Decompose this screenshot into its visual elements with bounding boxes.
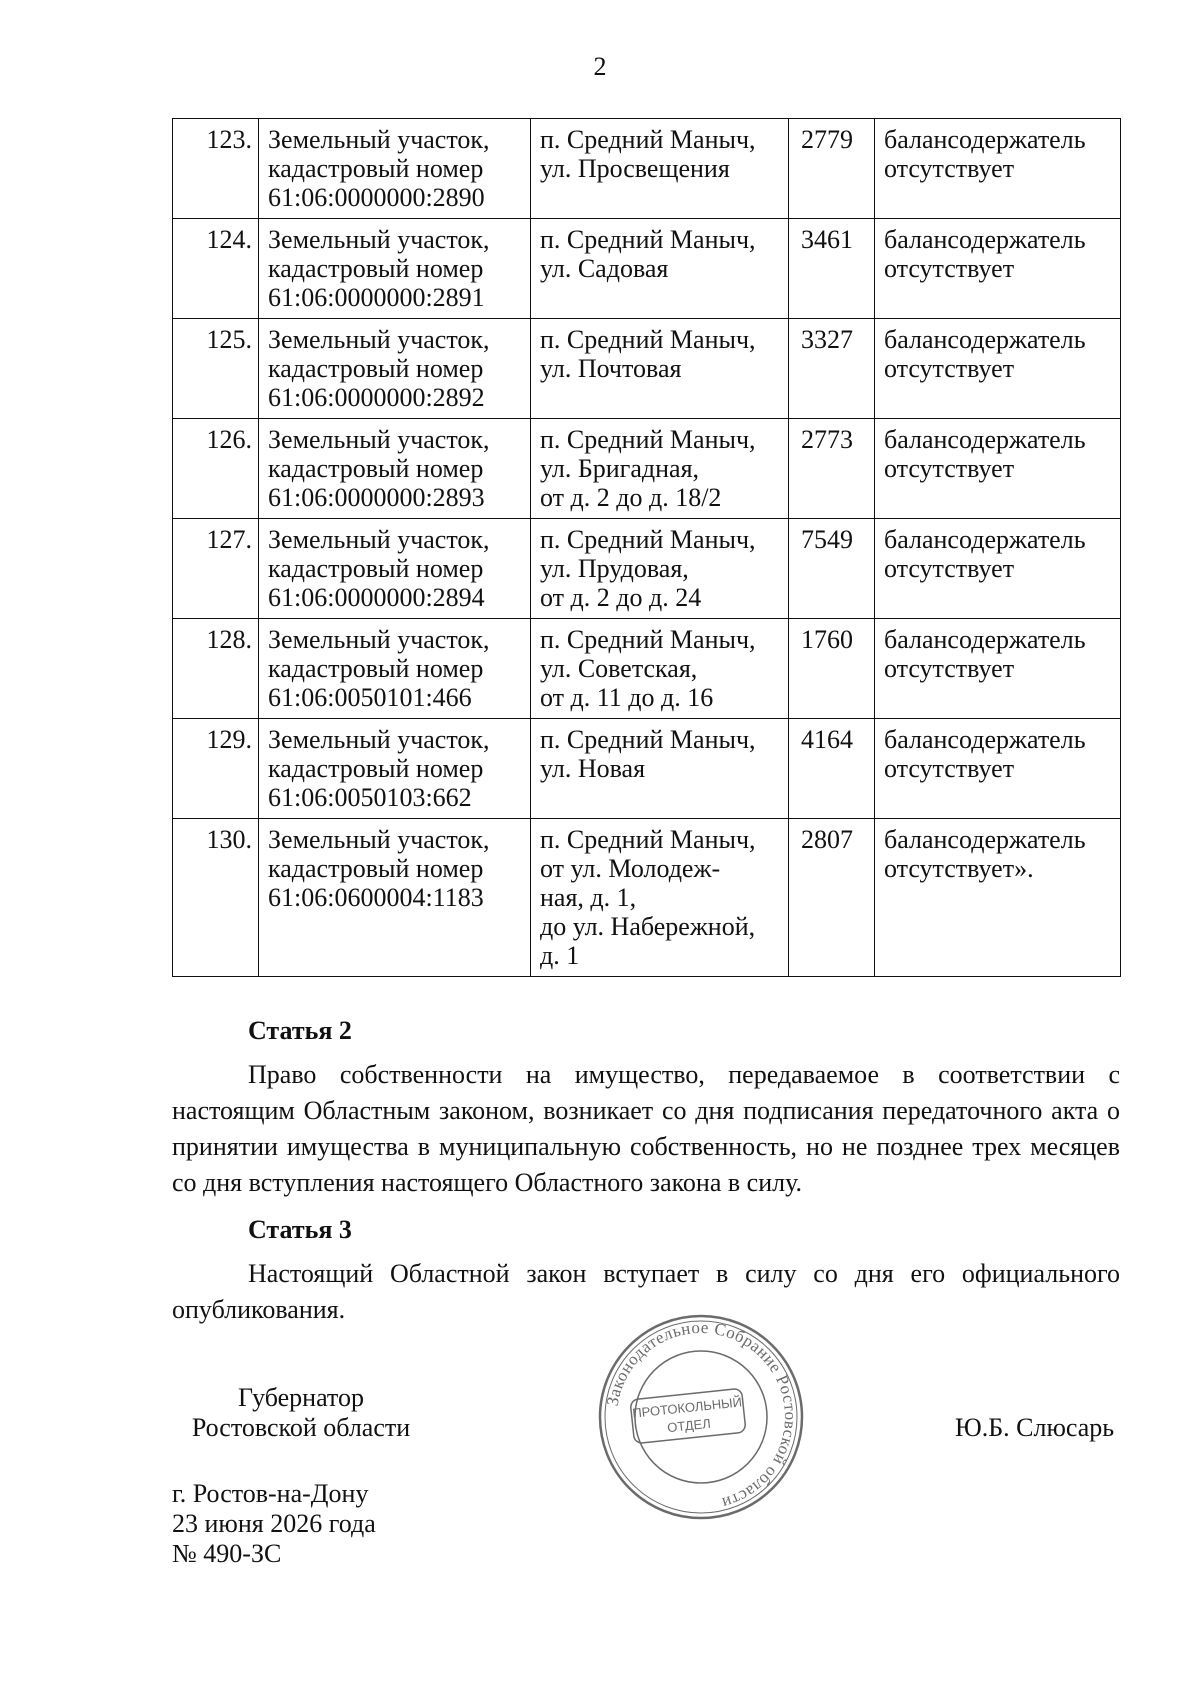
table-row — [173, 619, 1121, 719]
object-area: 2779 — [789, 119, 875, 219]
object-area: 1760 — [789, 619, 875, 719]
table-row — [173, 419, 1121, 519]
table-row — [173, 219, 1121, 319]
object-address: п. Средний Маныч, ул. Почтовая — [531, 319, 789, 419]
object-address: п. Средний Маныч, ул. Новая — [531, 719, 789, 819]
property-table — [172, 118, 1121, 977]
object-description: Земельный участок, кадастровый номер 61:06:0000000:2893 — [259, 419, 531, 519]
object-area: 4164 — [789, 719, 875, 819]
row-number: 130. — [173, 819, 259, 977]
table-row — [173, 119, 1121, 219]
balance-holder: балансодержатель отсутствует — [875, 219, 1121, 319]
object-area: 3461 — [789, 219, 875, 319]
object-description: Земельный участок, кадастровый номер 61:06:0050103:662 — [259, 719, 531, 819]
object-description: Земельный участок, кадастровый номер 61:06:0000000:2891 — [259, 219, 531, 319]
law-details — [172, 1479, 376, 1569]
object-description: Земельный участок, кадастровый номер 61:06:0600004:1183 — [259, 819, 531, 977]
stamp-outer-text: Законодательное Собрание Ростовской области — [602, 1317, 801, 1514]
law-city: г. Ростов-на-Дону — [172, 1479, 369, 1508]
official-stamp — [596, 1312, 806, 1522]
stamp-inner-line-1: ПРОТОКОЛЬНЫЙ — [631, 1394, 743, 1421]
object-address: п. Средний Маныч, ул. Советская, от д. 11 до д. 16 — [531, 619, 789, 719]
article-3 — [172, 1212, 1120, 1328]
table-row — [173, 819, 1121, 977]
object-address: п. Средний Маныч, ул. Садовая — [531, 219, 789, 319]
stamp-inner-line-2: ОТДЕЛ — [666, 1415, 712, 1436]
article-3-text: Настоящий Областной закон вступает в силу со дня его официального опубликования. — [172, 1259, 1120, 1324]
object-area: 2773 — [789, 419, 875, 519]
object-description: Земельный участок, кадастровый номер 61:06:0000000:2894 — [259, 519, 531, 619]
object-description: Земельный участок, кадастровый номер 61:06:0050101:466 — [259, 619, 531, 719]
page-number: 2 — [593, 52, 607, 81]
object-area: 3327 — [789, 319, 875, 419]
row-number: 129. — [173, 719, 259, 819]
article-2-text: Право собственности на имущество, передаваемое в соответствии с настоящим Областным законом, возникает со дня подписания передаточного акта о принятии имущества в муниципальную собственность, но не позднее трех месяцев со дня вступления настоящего Областного закона в силу. — [172, 1060, 1120, 1197]
object-description: Земельный участок, кадастровый номер 61:06:0000000:2890 — [259, 119, 531, 219]
article-3-title: Статья 3 — [248, 1215, 352, 1244]
article-2-title: Статья 2 — [248, 1016, 352, 1045]
object-address: п. Средний Маныч, ул. Бригадная, от д. 2 до д. 18/2 — [531, 419, 789, 519]
balance-holder: балансодержатель отсутствует — [875, 719, 1121, 819]
balance-holder: балансодержатель отсутствует — [875, 119, 1121, 219]
row-number: 128. — [173, 619, 259, 719]
object-area: 7549 — [789, 519, 875, 619]
object-address: п. Средний Маныч, от ул. Молодеж- ная, д. 1, до ул. Набережной, д. 1 — [531, 819, 789, 977]
article-2 — [172, 1013, 1120, 1201]
law-number: № 490-ЗС — [172, 1539, 282, 1568]
row-number: 125. — [173, 319, 259, 419]
row-number: 127. — [173, 519, 259, 619]
position-line-1: Губернатор — [238, 1383, 364, 1412]
object-address: п. Средний Маныч, ул. Просвещения — [531, 119, 789, 219]
governor-position — [176, 1383, 426, 1443]
row-number: 124. — [173, 219, 259, 319]
balance-holder: балансодержатель отсутствует». — [875, 819, 1121, 977]
balance-holder: балансодержатель отсутствует — [875, 519, 1121, 619]
object-area: 2807 — [789, 819, 875, 977]
table-row — [173, 719, 1121, 819]
object-address: п. Средний Маныч, ул. Прудовая, от д. 2 до д. 24 — [531, 519, 789, 619]
balance-holder: балансодержатель отсутствует — [875, 619, 1121, 719]
law-date: 23 июня 2026 года — [172, 1509, 376, 1538]
row-number: 123. — [173, 119, 259, 219]
governor-name: Ю.Б. Слюсарь — [955, 1413, 1115, 1442]
object-description: Земельный участок, кадастровый номер 61:06:0000000:2892 — [259, 319, 531, 419]
table-row — [173, 319, 1121, 419]
balance-holder: балансодержатель отсутствует — [875, 319, 1121, 419]
table-row — [173, 519, 1121, 619]
row-number: 126. — [173, 419, 259, 519]
balance-holder: балансодержатель отсутствует — [875, 419, 1121, 519]
position-line-2: Ростовской области — [191, 1413, 411, 1442]
